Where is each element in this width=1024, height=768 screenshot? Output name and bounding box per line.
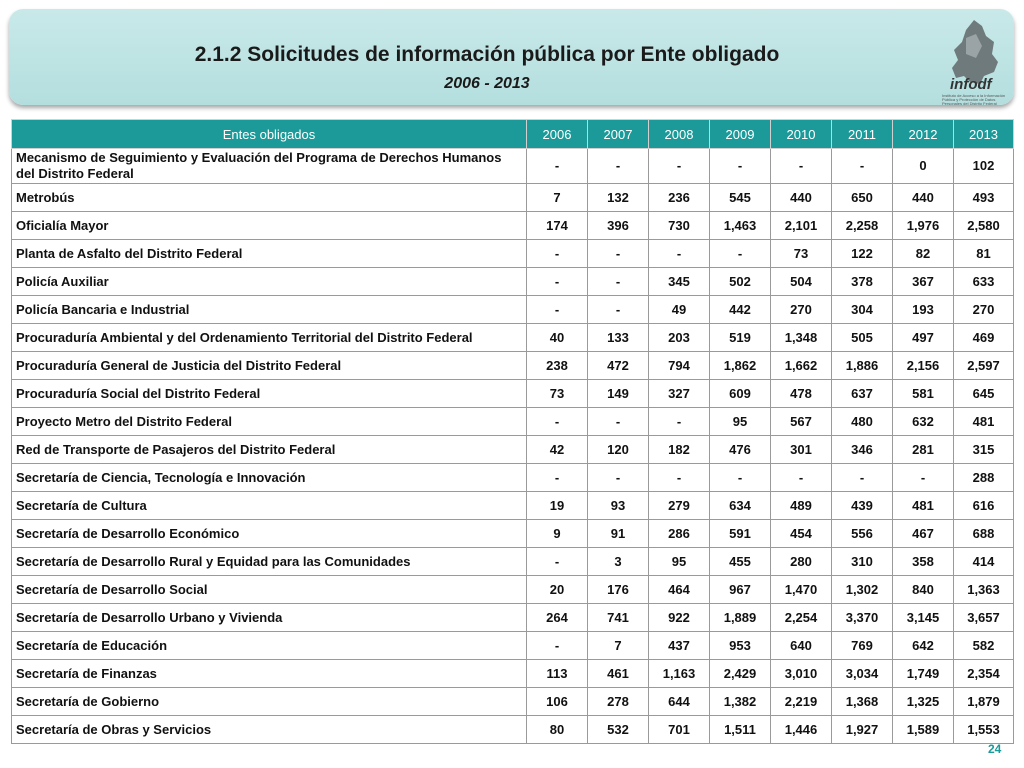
value-cell: 440 — [771, 184, 832, 212]
value-cell: 1,463 — [710, 212, 771, 240]
value-cell: 2,258 — [832, 212, 893, 240]
value-cell: - — [649, 240, 710, 268]
value-cell: - — [527, 296, 588, 324]
value-cell: 478 — [771, 380, 832, 408]
column-header-year: 2011 — [832, 120, 893, 149]
entity-name-cell: Planta de Asfalto del Distrito Federal — [12, 240, 527, 268]
table-row — [12, 380, 1014, 408]
value-cell: 1,302 — [832, 576, 893, 604]
value-cell: - — [649, 464, 710, 492]
value-cell: 532 — [588, 716, 649, 744]
value-cell: 281 — [893, 436, 954, 464]
logo-subtext: Instituto de Acceso a la Información Pública y Protección de Datos Personales del Distrito Federal — [942, 93, 1006, 106]
value-cell: 741 — [588, 604, 649, 632]
value-cell: 9 — [527, 520, 588, 548]
value-cell: - — [893, 464, 954, 492]
table-row — [12, 632, 1014, 660]
value-cell: 1,470 — [771, 576, 832, 604]
entity-name-cell: Metrobús — [12, 184, 527, 212]
value-cell: 1,348 — [771, 324, 832, 352]
value-cell: 3,034 — [832, 660, 893, 688]
value-cell: - — [710, 149, 771, 184]
value-cell: 640 — [771, 632, 832, 660]
value-cell: - — [527, 240, 588, 268]
value-cell: 1,446 — [771, 716, 832, 744]
value-cell: 286 — [649, 520, 710, 548]
value-cell: 609 — [710, 380, 771, 408]
value-cell: 967 — [710, 576, 771, 604]
value-cell: 1,927 — [832, 716, 893, 744]
table-row — [12, 492, 1014, 520]
value-cell: - — [588, 464, 649, 492]
value-cell: 301 — [771, 436, 832, 464]
value-cell: 73 — [527, 380, 588, 408]
column-header-year: 2006 — [527, 120, 588, 149]
value-cell: 82 — [893, 240, 954, 268]
value-cell: 591 — [710, 520, 771, 548]
value-cell: 102 — [954, 149, 1014, 184]
value-cell: - — [527, 268, 588, 296]
value-cell: 442 — [710, 296, 771, 324]
value-cell: 701 — [649, 716, 710, 744]
page-number: 24 — [988, 742, 1002, 756]
value-cell: 264 — [527, 604, 588, 632]
entity-name-cell: Secretaría de Obras y Servicios — [12, 716, 527, 744]
value-cell: 489 — [771, 492, 832, 520]
entity-name-cell: Oficialía Mayor — [12, 212, 527, 240]
entity-name-cell: Secretaría de Gobierno — [12, 688, 527, 716]
value-cell: 315 — [954, 436, 1014, 464]
value-cell: 637 — [832, 380, 893, 408]
value-cell: - — [527, 632, 588, 660]
value-cell: 1,889 — [710, 604, 771, 632]
table-row — [12, 149, 1014, 184]
value-cell: 953 — [710, 632, 771, 660]
entity-name-cell: Mecanismo de Seguimiento y Evaluación del Programa de Derechos Humanos del Distrito Federal — [12, 149, 527, 184]
value-cell: 203 — [649, 324, 710, 352]
value-cell: 469 — [954, 324, 1014, 352]
value-cell: 1,879 — [954, 688, 1014, 716]
table-row — [12, 296, 1014, 324]
value-cell: 3,145 — [893, 604, 954, 632]
value-cell: 481 — [893, 492, 954, 520]
table-row — [12, 408, 1014, 436]
value-cell: 280 — [771, 548, 832, 576]
value-cell: 1,749 — [893, 660, 954, 688]
value-cell: 472 — [588, 352, 649, 380]
value-cell: - — [771, 464, 832, 492]
value-cell: 2,597 — [954, 352, 1014, 380]
value-cell: 40 — [527, 324, 588, 352]
table-row — [12, 464, 1014, 492]
value-cell: 288 — [954, 464, 1014, 492]
value-cell: 688 — [954, 520, 1014, 548]
value-cell: 113 — [527, 660, 588, 688]
value-cell: 794 — [649, 352, 710, 380]
value-cell: 642 — [893, 632, 954, 660]
value-cell: 106 — [527, 688, 588, 716]
entity-name-cell: Secretaría de Desarrollo Económico — [12, 520, 527, 548]
value-cell: 358 — [893, 548, 954, 576]
value-cell: - — [588, 296, 649, 324]
value-cell: 2,156 — [893, 352, 954, 380]
table-row — [12, 660, 1014, 688]
entity-name-cell: Procuraduría Social del Distrito Federal — [12, 380, 527, 408]
value-cell: 132 — [588, 184, 649, 212]
value-cell: 454 — [771, 520, 832, 548]
entity-name-cell: Secretaría de Finanzas — [12, 660, 527, 688]
value-cell: - — [649, 408, 710, 436]
table-row — [12, 604, 1014, 632]
value-cell: 279 — [649, 492, 710, 520]
value-cell: 193 — [893, 296, 954, 324]
column-header-year: 2010 — [771, 120, 832, 149]
entity-name-cell: Policía Auxiliar — [12, 268, 527, 296]
entity-name-cell: Secretaría de Ciencia, Tecnología e Innovación — [12, 464, 527, 492]
value-cell: 1,363 — [954, 576, 1014, 604]
column-header-entity: Entes obligados — [12, 120, 527, 149]
value-cell: 95 — [710, 408, 771, 436]
value-cell: 91 — [588, 520, 649, 548]
value-cell: 7 — [588, 632, 649, 660]
requests-table — [11, 119, 1014, 744]
value-cell: 840 — [893, 576, 954, 604]
value-cell: - — [527, 464, 588, 492]
value-cell: 367 — [893, 268, 954, 296]
value-cell: 2,354 — [954, 660, 1014, 688]
entity-name-cell: Policía Bancaria e Industrial — [12, 296, 527, 324]
value-cell: 2,219 — [771, 688, 832, 716]
value-cell: 95 — [649, 548, 710, 576]
table-row — [12, 716, 1014, 744]
value-cell: 19 — [527, 492, 588, 520]
value-cell: 582 — [954, 632, 1014, 660]
value-cell: - — [588, 149, 649, 184]
value-cell: 1,886 — [832, 352, 893, 380]
value-cell: 1,862 — [710, 352, 771, 380]
value-cell: - — [588, 240, 649, 268]
value-cell: 0 — [893, 149, 954, 184]
value-cell: - — [710, 464, 771, 492]
value-cell: - — [649, 149, 710, 184]
value-cell: 3,657 — [954, 604, 1014, 632]
table-row — [12, 268, 1014, 296]
column-header-year: 2012 — [893, 120, 954, 149]
value-cell: 174 — [527, 212, 588, 240]
value-cell: 461 — [588, 660, 649, 688]
table-row — [12, 240, 1014, 268]
value-cell: 476 — [710, 436, 771, 464]
table-row — [12, 184, 1014, 212]
table-row — [12, 324, 1014, 352]
value-cell: 73 — [771, 240, 832, 268]
value-cell: 93 — [588, 492, 649, 520]
value-cell: 769 — [832, 632, 893, 660]
value-cell: 270 — [954, 296, 1014, 324]
value-cell: 414 — [954, 548, 1014, 576]
value-cell: 176 — [588, 576, 649, 604]
table-row — [12, 212, 1014, 240]
value-cell: 345 — [649, 268, 710, 296]
value-cell: - — [588, 408, 649, 436]
entity-name-cell: Proyecto Metro del Distrito Federal — [12, 408, 527, 436]
value-cell: 504 — [771, 268, 832, 296]
value-cell: 2,101 — [771, 212, 832, 240]
table-row — [12, 688, 1014, 716]
column-header-year: 2007 — [588, 120, 649, 149]
value-cell: 80 — [527, 716, 588, 744]
value-cell: 378 — [832, 268, 893, 296]
value-cell: 505 — [832, 324, 893, 352]
value-cell: - — [527, 548, 588, 576]
value-cell: - — [588, 268, 649, 296]
value-cell: 467 — [893, 520, 954, 548]
value-cell: 556 — [832, 520, 893, 548]
value-cell: - — [527, 408, 588, 436]
value-cell: 149 — [588, 380, 649, 408]
value-cell: 346 — [832, 436, 893, 464]
value-cell: 304 — [832, 296, 893, 324]
value-cell: 493 — [954, 184, 1014, 212]
table-row — [12, 548, 1014, 576]
value-cell: 327 — [649, 380, 710, 408]
value-cell: 545 — [710, 184, 771, 212]
value-cell: 3,370 — [832, 604, 893, 632]
value-cell: 396 — [588, 212, 649, 240]
value-cell: 502 — [710, 268, 771, 296]
value-cell: 182 — [649, 436, 710, 464]
value-cell: 122 — [832, 240, 893, 268]
page-subtitle: 2006 - 2013 — [444, 75, 530, 92]
value-cell: - — [771, 149, 832, 184]
value-cell: - — [832, 149, 893, 184]
value-cell: 581 — [893, 380, 954, 408]
value-cell: 650 — [832, 184, 893, 212]
entity-name-cell: Procuraduría General de Justicia del Distrito Federal — [12, 352, 527, 380]
value-cell: 1,553 — [954, 716, 1014, 744]
table-row — [12, 352, 1014, 380]
column-header-year: 2009 — [710, 120, 771, 149]
value-cell: 310 — [832, 548, 893, 576]
value-cell: 464 — [649, 576, 710, 604]
value-cell: 49 — [649, 296, 710, 324]
value-cell: 439 — [832, 492, 893, 520]
value-cell: 270 — [771, 296, 832, 324]
entity-name-cell: Secretaría de Educación — [12, 632, 527, 660]
entity-name-cell: Secretaría de Desarrollo Social — [12, 576, 527, 604]
value-cell: 922 — [649, 604, 710, 632]
value-cell: 42 — [527, 436, 588, 464]
value-cell: 634 — [710, 492, 771, 520]
value-cell: - — [527, 149, 588, 184]
value-cell: 1,976 — [893, 212, 954, 240]
value-cell: 236 — [649, 184, 710, 212]
value-cell: 1,589 — [893, 716, 954, 744]
entity-name-cell: Secretaría de Cultura — [12, 492, 527, 520]
value-cell: - — [832, 464, 893, 492]
value-cell: 644 — [649, 688, 710, 716]
value-cell: 7 — [527, 184, 588, 212]
value-cell: 2,254 — [771, 604, 832, 632]
value-cell: 1,163 — [649, 660, 710, 688]
title-banner — [9, 9, 1014, 105]
value-cell: - — [710, 240, 771, 268]
value-cell: 20 — [527, 576, 588, 604]
column-header-year: 2008 — [649, 120, 710, 149]
value-cell: 1,511 — [710, 716, 771, 744]
value-cell: 81 — [954, 240, 1014, 268]
value-cell: 480 — [832, 408, 893, 436]
value-cell: 1,662 — [771, 352, 832, 380]
entity-name-cell: Secretaría de Desarrollo Rural y Equidad para las Comunidades — [12, 548, 527, 576]
column-header-year: 2013 — [954, 120, 1014, 149]
value-cell: 616 — [954, 492, 1014, 520]
value-cell: 133 — [588, 324, 649, 352]
value-cell: 3,010 — [771, 660, 832, 688]
value-cell: 437 — [649, 632, 710, 660]
value-cell: 3 — [588, 548, 649, 576]
value-cell: 1,368 — [832, 688, 893, 716]
value-cell: 497 — [893, 324, 954, 352]
table-header-row — [12, 120, 1014, 149]
value-cell: 730 — [649, 212, 710, 240]
value-cell: 440 — [893, 184, 954, 212]
value-cell: 2,429 — [710, 660, 771, 688]
page-title: 2.1.2 Solicitudes de información pública por Ente obligado — [194, 43, 780, 66]
table-row — [12, 520, 1014, 548]
entity-name-cell: Red de Transporte de Pasajeros del Distrito Federal — [12, 436, 527, 464]
entity-name-cell: Secretaría de Desarrollo Urbano y Vivienda — [12, 604, 527, 632]
table-row — [12, 436, 1014, 464]
value-cell: 120 — [588, 436, 649, 464]
table-row — [12, 576, 1014, 604]
value-cell: 238 — [527, 352, 588, 380]
value-cell: 1,382 — [710, 688, 771, 716]
value-cell: 567 — [771, 408, 832, 436]
value-cell: 1,325 — [893, 688, 954, 716]
value-cell: 632 — [893, 408, 954, 436]
value-cell: 455 — [710, 548, 771, 576]
value-cell: 645 — [954, 380, 1014, 408]
value-cell: 2,580 — [954, 212, 1014, 240]
value-cell: 633 — [954, 268, 1014, 296]
logo-text: infodf — [950, 76, 992, 93]
value-cell: 481 — [954, 408, 1014, 436]
entity-name-cell: Procuraduría Ambiental y del Ordenamiento Territorial del Distrito Federal — [12, 324, 527, 352]
value-cell: 519 — [710, 324, 771, 352]
value-cell: 278 — [588, 688, 649, 716]
